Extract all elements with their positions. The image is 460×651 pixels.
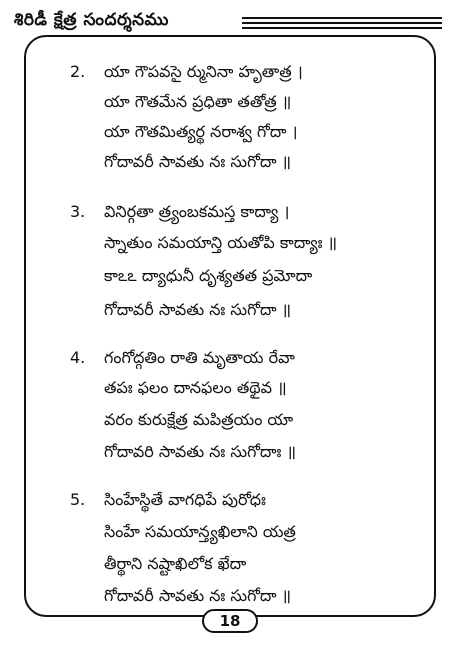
stanza-number: 4. — [70, 348, 86, 367]
stanza-number: 2. — [70, 62, 86, 81]
stanza-number: 3. — [70, 202, 86, 221]
verse-line: గోదావరీ సావతు నః సుగోదా ॥ — [104, 152, 292, 171]
header-rule-lines — [242, 17, 442, 31]
verse-line: సింహేస్థితే వాగధిపే పురోధః — [104, 490, 266, 509]
verse-line: వినిర్గతా త్ర్యంబకమస్త కాద్యా । — [104, 202, 290, 221]
verse-line: గోదావరీ సావతు నః సుగోదా ॥ — [104, 586, 292, 605]
verse-line: యా గౌపవసై ర్మునినా హృతాత్ర । — [104, 62, 303, 81]
verse-line: సింహే సమయాన్త్యఖిలాని యత్ర — [104, 522, 296, 541]
verse-line: యా గౌతమిత్యర్థ నరాశ్వ గోదా । — [104, 122, 298, 141]
verse-line: యా గౌతమేన ప్రధితా తతోత్ర ॥ — [104, 92, 292, 111]
verse-line: స్నాతుం సమయాన్తి యతోపి కాద్యాః ॥ — [104, 233, 338, 252]
verse-line: గోదావరి సావతు నః సుగోదాః ॥ — [104, 442, 297, 461]
stanza-number: 5. — [70, 490, 86, 509]
page-number-badge — [202, 609, 258, 633]
verse-line: తపః ఫలం దానఫలం తథైవ ॥ — [104, 378, 287, 397]
page-header — [10, 8, 450, 38]
page-number: 18 — [219, 612, 241, 630]
verse-line: గోదావరీ సావతు నః సుగోదా ॥ — [104, 300, 292, 319]
verse-line: వరం కురుక్షేత్ర మపిత్రయం యా — [104, 410, 294, 429]
verse-line: గంగోద్గతిం రాతి మృతాయ రేవా — [104, 348, 295, 367]
header-title: శిరిడీ క్షేత్ర సందర్శనము — [14, 10, 169, 30]
verse-line: తీర్థాని నష్టాఖిలోక ఖేదా — [104, 554, 247, 573]
verse-line: కాఽఽ ద్యాధునీ దృశ్యతత ప్రమోదా — [104, 266, 313, 285]
